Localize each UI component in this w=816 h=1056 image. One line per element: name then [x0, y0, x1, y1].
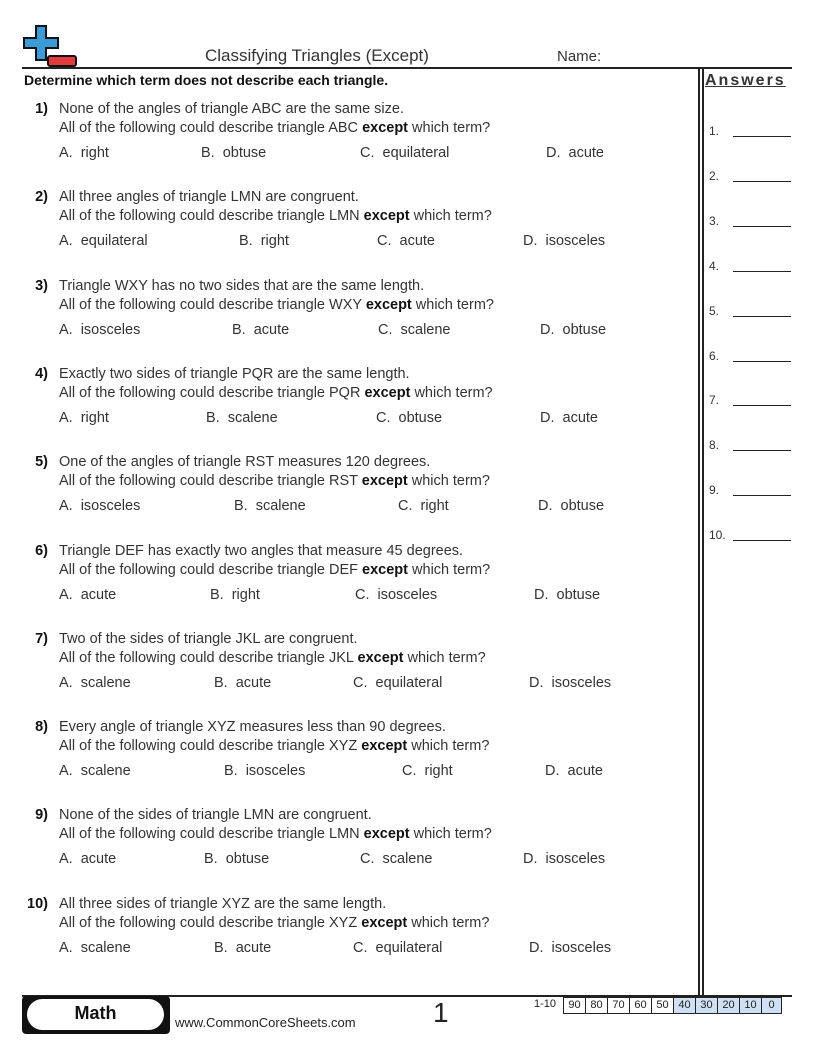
choice-text: acute: [253, 321, 290, 338]
choice-letter: B.: [214, 674, 228, 691]
website-link[interactable]: www.CommonCoreSheets.com: [175, 1015, 356, 1030]
except-keyword: except: [357, 649, 404, 666]
choice-d[interactable]: [529, 675, 611, 691]
choice-c[interactable]: [360, 851, 432, 867]
answer-row: [709, 393, 793, 409]
choice-b[interactable]: [239, 233, 289, 249]
answer-row: [709, 304, 793, 320]
question-number: 6): [35, 542, 48, 559]
choice-d[interactable]: [538, 498, 604, 514]
except-keyword: except: [362, 561, 408, 578]
choice-letter: D.: [523, 233, 538, 250]
choice-letter: A.: [59, 409, 73, 426]
choice-letter: B.: [210, 586, 224, 603]
answer-number: 5.: [709, 303, 720, 318]
plus-minus-logo-icon: [22, 24, 80, 68]
choice-c[interactable]: [398, 498, 449, 514]
answer-number: 6.: [709, 348, 720, 363]
choice-letter: A.: [59, 674, 73, 691]
except-keyword: except: [363, 826, 410, 843]
question-statement: None of the angles of triangle ABC are the same size.: [59, 101, 404, 117]
page-number: 1: [433, 997, 449, 1028]
question-number: 7): [35, 630, 48, 647]
question-5: [0, 454, 690, 534]
except-keyword: except: [361, 473, 408, 490]
choice-letter: B.: [214, 939, 228, 956]
choice-text: equilateral: [375, 674, 443, 691]
choice-letter: D.: [523, 851, 538, 868]
choice-letter: C.: [353, 939, 368, 956]
choice-text: acute: [567, 763, 603, 780]
score-range-label: 1-10: [534, 998, 557, 1010]
question-statement: None of the sides of triangle LMN are congruent.: [59, 807, 372, 824]
question-number: 10): [27, 895, 48, 912]
choice-d[interactable]: [540, 322, 606, 338]
question-statement: One of the angles of triangle RST measures 120 degrees.: [59, 454, 431, 471]
choice-letter: A.: [59, 498, 73, 515]
score-cell: 70: [608, 998, 630, 1013]
score-cell: 80: [586, 998, 608, 1013]
choice-b[interactable]: [204, 851, 269, 867]
score-cell: 30: [696, 998, 718, 1013]
question-4: [0, 366, 690, 446]
choice-letter: C.: [376, 409, 391, 426]
choice-a[interactable]: [59, 322, 140, 338]
choice-text: isosceles: [80, 321, 141, 338]
score-table: [563, 997, 782, 1014]
choice-c[interactable]: [353, 675, 442, 691]
except-keyword: except: [363, 208, 410, 225]
question-statement: Triangle WXY has no two sides that are the same length.: [59, 277, 425, 294]
question-number: 8): [35, 719, 48, 736]
choice-text: acute: [568, 145, 604, 161]
choice-a[interactable]: [59, 587, 116, 603]
question-number: 3): [35, 277, 48, 294]
answer-row: [709, 124, 793, 140]
choice-text: scalene: [400, 321, 451, 338]
choice-b[interactable]: [234, 498, 306, 514]
answer-blank[interactable]: [733, 495, 791, 496]
choice-d[interactable]: [523, 851, 605, 867]
choice-c[interactable]: [377, 233, 435, 249]
choice-d[interactable]: [529, 940, 611, 956]
choice-letter: A.: [59, 586, 73, 603]
answer-row: [709, 259, 793, 275]
except-keyword: except: [361, 738, 408, 755]
choice-text: acute: [80, 586, 117, 603]
answer-blank[interactable]: [733, 226, 791, 227]
question-prompt: All of the following could describe triangle JKL except which term?: [59, 649, 486, 666]
question-statement: Every angle of triangle XYZ measures less than 90 degrees.: [59, 719, 446, 736]
answer-number: 4.: [709, 258, 720, 273]
question-number: 2): [35, 189, 48, 206]
choice-letter: A.: [59, 763, 73, 780]
choice-a[interactable]: [59, 851, 116, 867]
choice-text: right: [80, 145, 109, 161]
answer-number: 9.: [709, 483, 720, 498]
choice-a[interactable]: [59, 940, 131, 956]
question-prompt: All of the following could describe triangle LMN except which term?: [59, 208, 492, 225]
choice-c[interactable]: [355, 587, 437, 603]
worksheet-title: Classifying Triangles (Except): [205, 46, 429, 65]
choice-letter: C.: [360, 145, 375, 161]
header-divider: [22, 67, 792, 69]
question-number: 1): [35, 101, 48, 117]
score-cell: 40: [674, 998, 696, 1013]
choice-letter: D.: [534, 586, 549, 603]
question-statement: Two of the sides of triangle JKL are congruent.: [59, 630, 358, 647]
choice-letter: C.: [398, 498, 413, 515]
choice-a[interactable]: [59, 233, 148, 249]
choice-letter: C.: [377, 233, 392, 250]
choice-b[interactable]: [210, 587, 260, 603]
choice-a[interactable]: [59, 145, 109, 161]
answer-blank[interactable]: [733, 405, 791, 406]
choice-letter: B.: [204, 851, 218, 868]
choice-text: right: [420, 498, 449, 515]
choice-letter: A.: [59, 851, 73, 868]
choice-text: obtuse: [222, 145, 267, 161]
score-cell: 10: [740, 998, 762, 1013]
choice-text: scalene: [80, 674, 131, 691]
answer-row: [709, 169, 793, 185]
choice-c[interactable]: [376, 410, 442, 426]
question-statement: All three angles of triangle LMN are congruent.: [59, 189, 359, 206]
score-cell: 50: [652, 998, 674, 1013]
choice-text: isosceles: [545, 851, 606, 868]
choice-letter: A.: [59, 233, 73, 250]
question-statement: Exactly two sides of triangle PQR are the same length.: [59, 365, 410, 382]
instructions: Determine which term does not describe each triangle.: [24, 72, 389, 88]
choice-c[interactable]: [353, 940, 442, 956]
answer-blank[interactable]: [733, 361, 791, 362]
score-cell: 20: [718, 998, 740, 1013]
choice-letter: B.: [206, 409, 220, 426]
answers-heading: Answers: [705, 72, 786, 89]
answer-blank[interactable]: [733, 271, 791, 272]
question-number: 4): [35, 365, 48, 382]
answer-blank[interactable]: [733, 181, 791, 182]
choice-text: isosceles: [551, 939, 612, 956]
choice-text: obtuse: [560, 498, 605, 515]
choice-a[interactable]: [59, 498, 140, 514]
answer-row: [709, 483, 793, 499]
answer-row: [709, 349, 793, 365]
choice-text: isosceles: [551, 674, 612, 691]
answer-column-divider-inner: [702, 67, 704, 996]
question-prompt: All of the following could describe triangle XYZ except which term?: [59, 914, 490, 931]
name-label: Name:: [557, 48, 602, 65]
choice-text: obtuse: [556, 586, 601, 603]
choice-d[interactable]: [546, 145, 604, 161]
choice-letter: D.: [529, 939, 544, 956]
answer-number: 3.: [709, 213, 720, 228]
choice-text: isosceles: [545, 233, 606, 250]
except-keyword: except: [365, 296, 412, 313]
choice-text: acute: [399, 233, 435, 250]
choice-text: scalene: [255, 498, 306, 515]
choice-text: right: [231, 586, 260, 603]
except-keyword: except: [361, 914, 408, 931]
question-2: [0, 189, 690, 269]
choice-letter: C.: [402, 763, 417, 780]
choice-d[interactable]: [540, 410, 598, 426]
question-statement: Triangle DEF has exactly two angles that measure 45 degrees.: [59, 542, 464, 559]
choice-text: obtuse: [398, 409, 443, 426]
question-8: [0, 719, 690, 799]
choice-text: acute: [562, 409, 598, 426]
choice-letter: A.: [59, 939, 73, 956]
question-prompt: All of the following could describe triangle XYZ except which term?: [59, 738, 490, 755]
choice-letter: B.: [201, 145, 215, 161]
choice-letter: A.: [59, 321, 73, 338]
choice-text: obtuse: [562, 321, 607, 338]
choice-b[interactable]: [201, 145, 266, 161]
choice-c[interactable]: [402, 763, 453, 779]
choice-c[interactable]: [378, 322, 450, 338]
question-prompt: All of the following could describe triangle LMN except which term?: [59, 826, 492, 843]
question-prompt: All of the following could describe triangle WXY except which term?: [59, 296, 494, 313]
choice-letter: C.: [378, 321, 393, 338]
choice-text: isosceles: [245, 763, 306, 780]
choice-text: equilateral: [375, 939, 443, 956]
question-prompt: All of the following could describe triangle PQR except which term?: [59, 384, 493, 401]
choice-letter: B.: [234, 498, 248, 515]
choice-b[interactable]: [224, 763, 305, 779]
question-prompt: All of the following could describe triangle DEF except which term?: [59, 561, 491, 578]
answer-blank[interactable]: [733, 136, 791, 137]
question-10: [0, 896, 690, 976]
choice-letter: D.: [538, 498, 553, 515]
choice-text: scalene: [80, 763, 131, 780]
question-9: [0, 807, 690, 887]
choice-letter: D.: [529, 674, 544, 691]
choice-b[interactable]: [206, 410, 278, 426]
choice-text: scalene: [382, 851, 433, 868]
choice-a[interactable]: [59, 410, 109, 426]
choice-text: isosceles: [377, 586, 438, 603]
choice-c[interactable]: [360, 145, 449, 161]
choice-text: equilateral: [382, 145, 450, 161]
question-3: [0, 278, 690, 358]
answer-number: 1.: [709, 124, 720, 138]
choice-letter: D.: [540, 409, 555, 426]
answer-number: 10.: [709, 528, 726, 543]
choice-text: isosceles: [80, 498, 141, 515]
choice-a[interactable]: [59, 763, 131, 779]
choice-letter: B.: [224, 763, 238, 780]
score-cell: 60: [630, 998, 652, 1013]
choice-letter: B.: [239, 233, 253, 250]
answer-number: 2.: [709, 168, 720, 183]
answer-blank[interactable]: [733, 316, 791, 317]
choice-b[interactable]: [214, 940, 271, 956]
choice-letter: D.: [546, 145, 561, 161]
choice-text: right: [260, 233, 289, 250]
answer-row: [709, 528, 793, 544]
choice-b[interactable]: [214, 675, 271, 691]
choice-letter: B.: [232, 321, 246, 338]
answer-blank[interactable]: [733, 450, 791, 451]
choice-letter: D.: [545, 763, 560, 780]
question-statement: All three sides of triangle XYZ are the same length.: [59, 895, 387, 912]
choice-d[interactable]: [545, 763, 603, 779]
except-keyword: except: [364, 384, 411, 401]
choice-text: acute: [235, 674, 272, 691]
choice-d[interactable]: [534, 587, 600, 603]
question-number: 5): [35, 454, 48, 471]
question-6: [0, 543, 690, 623]
answer-number: 8.: [709, 438, 720, 453]
choice-d[interactable]: [523, 233, 605, 249]
choice-text: scalene: [227, 409, 278, 426]
choice-letter: A.: [59, 145, 73, 161]
choice-letter: D.: [540, 321, 555, 338]
choice-text: right: [424, 763, 453, 780]
except-keyword: except: [362, 120, 409, 136]
choice-text: scalene: [80, 939, 131, 956]
question-1: [0, 101, 690, 181]
question-number: 9): [35, 807, 48, 824]
answer-number: 7.: [709, 393, 720, 408]
question-7: [0, 631, 690, 711]
score-cell: 0: [762, 998, 781, 1013]
question-prompt: All of the following could describe triangle RST except which term?: [59, 473, 490, 490]
choice-letter: C.: [360, 851, 375, 868]
choice-a[interactable]: [59, 675, 131, 691]
choice-text: acute: [235, 939, 272, 956]
choice-letter: C.: [355, 586, 370, 603]
choice-b[interactable]: [232, 322, 289, 338]
choice-text: right: [80, 409, 109, 426]
answer-row: [709, 438, 793, 454]
answer-row: [709, 214, 793, 230]
question-prompt: All of the following could describe triangle ABC except which term?: [59, 120, 491, 136]
choice-letter: C.: [353, 674, 368, 691]
choice-text: acute: [80, 851, 117, 868]
answer-blank[interactable]: [733, 540, 791, 541]
subject-label: Math: [74, 1003, 117, 1023]
choice-text: obtuse: [225, 851, 270, 868]
answer-column-divider: [698, 67, 700, 996]
choice-text: equilateral: [80, 233, 148, 250]
score-cell: 90: [564, 998, 586, 1013]
